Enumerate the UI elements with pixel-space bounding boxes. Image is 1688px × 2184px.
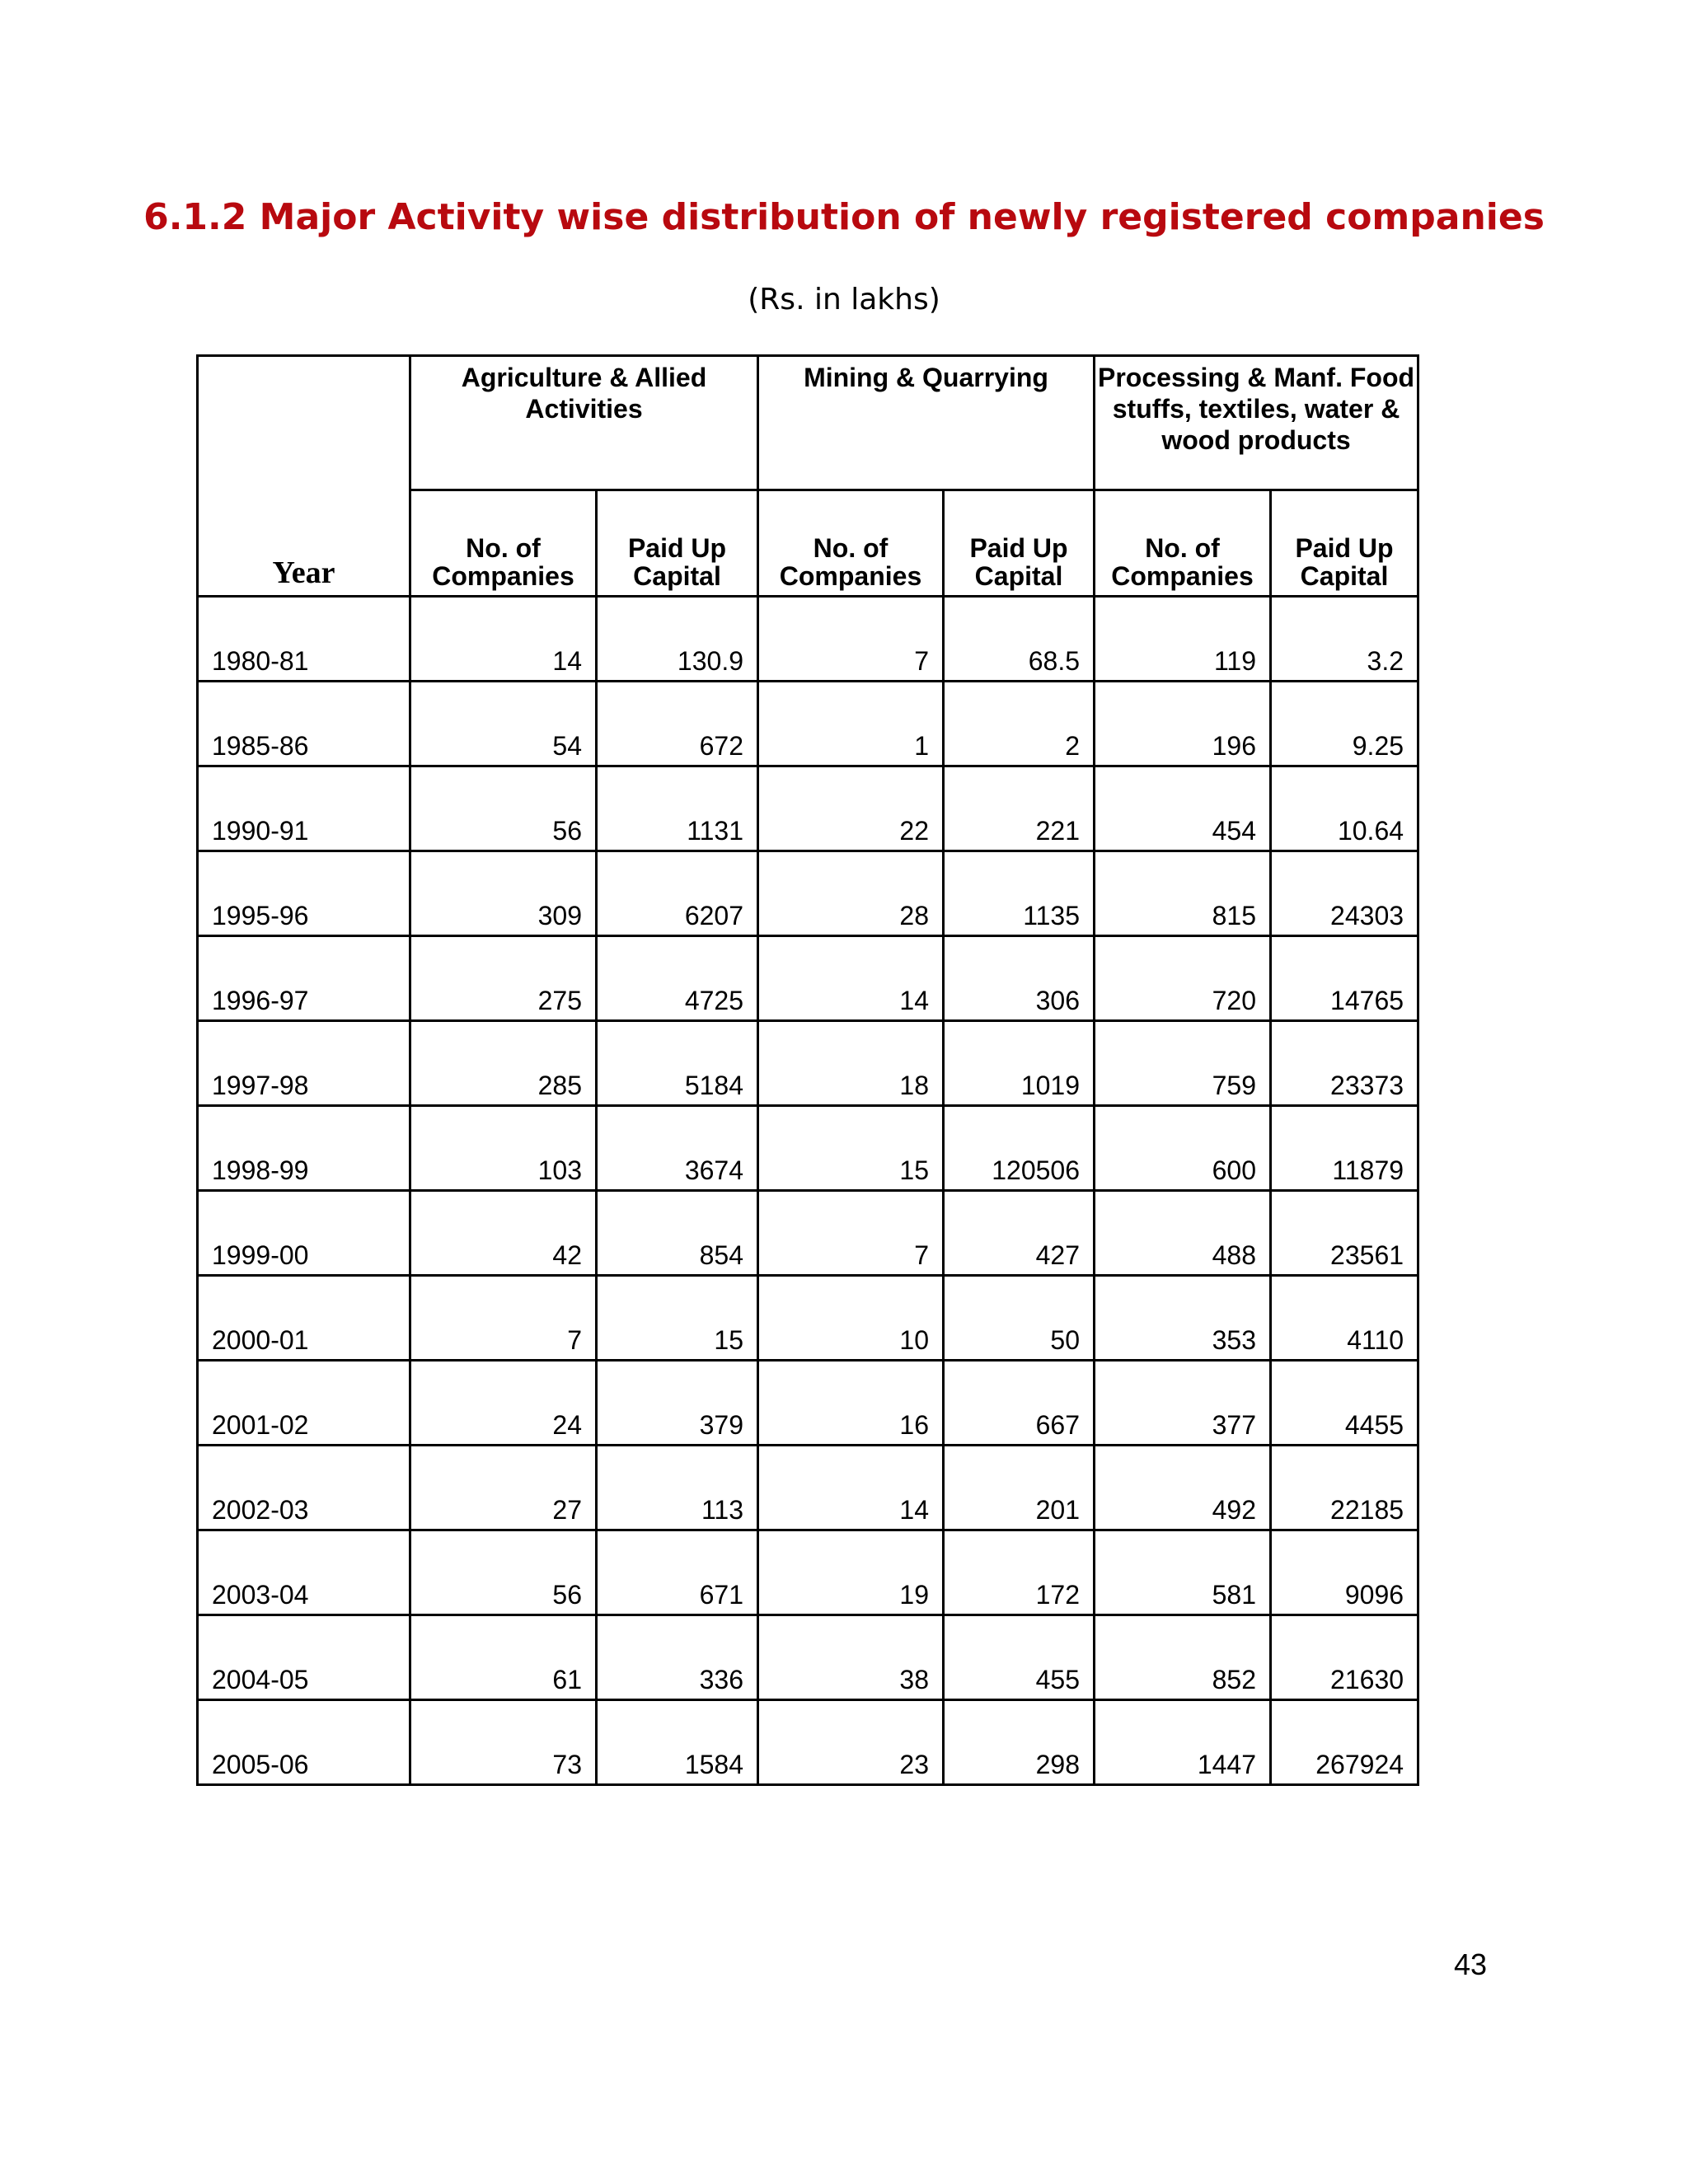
table-row: [198, 851, 1418, 936]
value-cell: 103: [410, 1106, 597, 1191]
value-cell: 113: [597, 1446, 758, 1530]
sub-header: No. of Companies: [1095, 490, 1271, 597]
table-row: [198, 1446, 1418, 1530]
value-cell: 56: [410, 766, 597, 851]
table-row: [198, 766, 1418, 851]
value-cell: 336: [597, 1615, 758, 1700]
value-cell: 275: [410, 936, 597, 1021]
value-cell: 196: [1095, 682, 1271, 766]
value-cell: 852: [1095, 1615, 1271, 1700]
value-cell: 221: [944, 766, 1095, 851]
value-cell: 4455: [1271, 1361, 1418, 1446]
value-cell: 2: [944, 682, 1095, 766]
unit-note: (Rs. in lakhs): [748, 283, 940, 316]
value-cell: 600: [1095, 1106, 1271, 1191]
value-cell: 22: [758, 766, 944, 851]
value-cell: 27: [410, 1446, 597, 1530]
table-row: [198, 936, 1418, 1021]
value-cell: 671: [597, 1530, 758, 1615]
group-header-agriculture: Agriculture & Allied Activities: [410, 356, 758, 490]
value-cell: 1135: [944, 851, 1095, 936]
value-cell: 5184: [597, 1021, 758, 1106]
value-cell: 672: [597, 682, 758, 766]
year-cell: 2003-04: [198, 1530, 410, 1615]
value-cell: 667: [944, 1361, 1095, 1446]
value-cell: 720: [1095, 936, 1271, 1021]
sub-header: No. of Companies: [410, 490, 597, 597]
value-cell: 3.2: [1271, 597, 1418, 682]
value-cell: 18: [758, 1021, 944, 1106]
year-cell: 2005-06: [198, 1700, 410, 1785]
value-cell: 379: [597, 1361, 758, 1446]
year-cell: 1985-86: [198, 682, 410, 766]
table-row: [198, 1191, 1418, 1276]
year-cell: 1999-00: [198, 1191, 410, 1276]
year-cell: 1980-81: [198, 597, 410, 682]
value-cell: 50: [944, 1276, 1095, 1361]
value-cell: 119: [1095, 597, 1271, 682]
value-cell: 28: [758, 851, 944, 936]
value-cell: 1447: [1095, 1700, 1271, 1785]
page-number: 43: [1454, 1947, 1488, 1981]
value-cell: 14: [758, 1446, 944, 1530]
value-cell: 4725: [597, 936, 758, 1021]
value-cell: 1131: [597, 766, 758, 851]
group-header-processing: Processing & Manf. Food stuffs, textiles, water & wood products: [1095, 356, 1418, 490]
value-cell: 10: [758, 1276, 944, 1361]
value-cell: 454: [1095, 766, 1271, 851]
value-cell: 854: [597, 1191, 758, 1276]
year-header: Year: [198, 356, 410, 597]
table-row: [198, 1615, 1418, 1700]
table-row: [198, 1106, 1418, 1191]
value-cell: 10.64: [1271, 766, 1418, 851]
year-cell: 1997-98: [198, 1021, 410, 1106]
value-cell: 3674: [597, 1106, 758, 1191]
value-cell: 22185: [1271, 1446, 1418, 1530]
table-row: [198, 1530, 1418, 1615]
value-cell: 309: [410, 851, 597, 936]
year-cell: 1995-96: [198, 851, 410, 936]
table-row: [198, 1361, 1418, 1446]
table-row: [198, 1700, 1418, 1785]
value-cell: 24: [410, 1361, 597, 1446]
value-cell: 377: [1095, 1361, 1271, 1446]
table-row: [198, 682, 1418, 766]
value-cell: 455: [944, 1615, 1095, 1700]
year-cell: 2004-05: [198, 1615, 410, 1700]
table-row: [198, 1276, 1418, 1361]
value-cell: 73: [410, 1700, 597, 1785]
sub-header: Paid Up Capital: [944, 490, 1095, 597]
value-cell: 14: [410, 597, 597, 682]
sub-header: No. of Companies: [758, 490, 944, 597]
sub-header: Paid Up Capital: [1271, 490, 1418, 597]
value-cell: 4110: [1271, 1276, 1418, 1361]
value-cell: 15: [758, 1106, 944, 1191]
sub-header: Paid Up Capital: [597, 490, 758, 597]
value-cell: 14765: [1271, 936, 1418, 1021]
value-cell: 23561: [1271, 1191, 1418, 1276]
value-cell: 15: [597, 1276, 758, 1361]
value-cell: 1: [758, 682, 944, 766]
value-cell: 23373: [1271, 1021, 1418, 1106]
group-header-mining: Mining & Quarrying: [758, 356, 1095, 490]
value-cell: 427: [944, 1191, 1095, 1276]
value-cell: 9096: [1271, 1530, 1418, 1615]
value-cell: 130.9: [597, 597, 758, 682]
value-cell: 1019: [944, 1021, 1095, 1106]
value-cell: 9.25: [1271, 682, 1418, 766]
value-cell: 24303: [1271, 851, 1418, 936]
value-cell: 201: [944, 1446, 1095, 1530]
year-cell: 1990-91: [198, 766, 410, 851]
value-cell: 14: [758, 936, 944, 1021]
value-cell: 61: [410, 1615, 597, 1700]
value-cell: 7: [410, 1276, 597, 1361]
value-cell: 488: [1095, 1191, 1271, 1276]
activity-distribution-table: [196, 354, 1419, 1786]
value-cell: 1584: [597, 1700, 758, 1785]
value-cell: 353: [1095, 1276, 1271, 1361]
value-cell: 68.5: [944, 597, 1095, 682]
page-title: 6.1.2 Major Activity wise distribution of newly registered companies: [143, 196, 1545, 238]
table-body: [198, 597, 1418, 1785]
value-cell: 492: [1095, 1446, 1271, 1530]
year-cell: 1998-99: [198, 1106, 410, 1191]
value-cell: 56: [410, 1530, 597, 1615]
table-row: [198, 597, 1418, 682]
value-cell: 120506: [944, 1106, 1095, 1191]
value-cell: 38: [758, 1615, 944, 1700]
value-cell: 6207: [597, 851, 758, 936]
value-cell: 7: [758, 597, 944, 682]
value-cell: 21630: [1271, 1615, 1418, 1700]
value-cell: 7: [758, 1191, 944, 1276]
year-cell: 2000-01: [198, 1276, 410, 1361]
year-cell: 2001-02: [198, 1361, 410, 1446]
value-cell: 11879: [1271, 1106, 1418, 1191]
value-cell: 815: [1095, 851, 1271, 936]
value-cell: 23: [758, 1700, 944, 1785]
value-cell: 16: [758, 1361, 944, 1446]
value-cell: 306: [944, 936, 1095, 1021]
value-cell: 42: [410, 1191, 597, 1276]
value-cell: 19: [758, 1530, 944, 1615]
value-cell: 581: [1095, 1530, 1271, 1615]
table-row: [198, 1021, 1418, 1106]
value-cell: 172: [944, 1530, 1095, 1615]
value-cell: 267924: [1271, 1700, 1418, 1785]
value-cell: 54: [410, 682, 597, 766]
value-cell: 298: [944, 1700, 1095, 1785]
value-cell: 285: [410, 1021, 597, 1106]
year-cell: 1996-97: [198, 936, 410, 1021]
year-cell: 2002-03: [198, 1446, 410, 1530]
value-cell: 759: [1095, 1021, 1271, 1106]
